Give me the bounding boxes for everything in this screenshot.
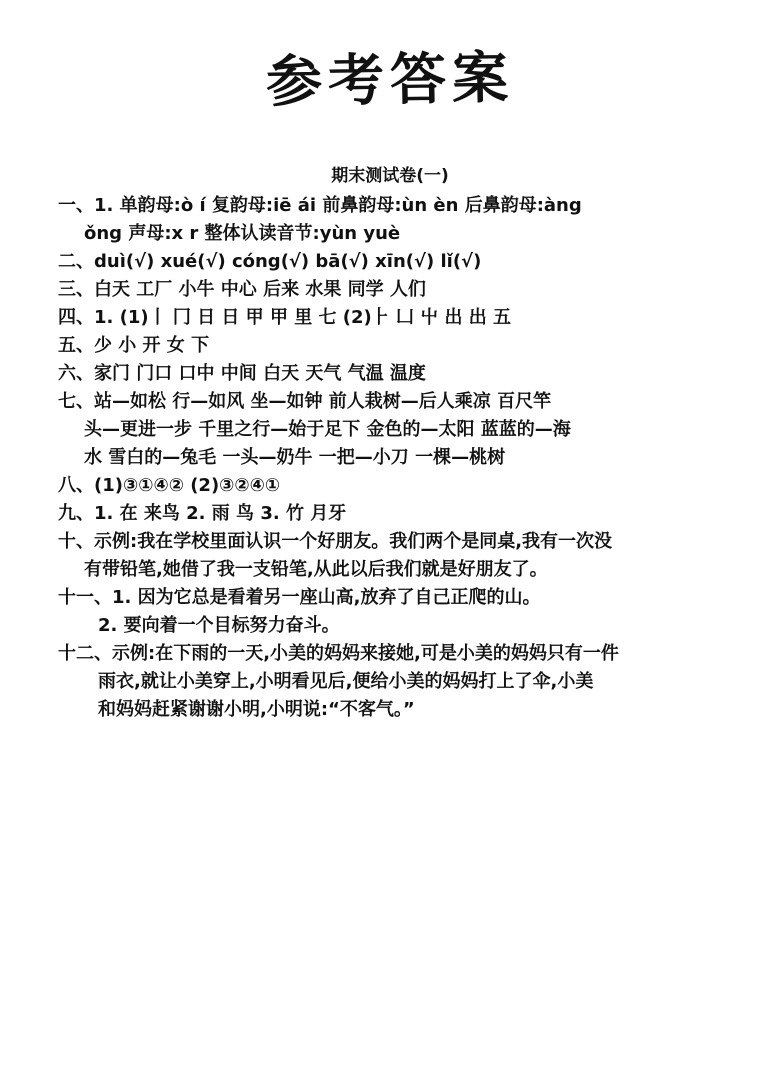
answer-line-4: 四、1. (1)丨 冂 日 日 甲 甲 里 七 (2)⺊ 凵 屮 出 出 五 (58, 307, 512, 328)
section-title: 期末测试卷(一) (331, 166, 449, 186)
answer-line-12: 十二、示例:在下雨的一天,小美的妈妈来接她,可是小美的妈妈只有一件 (58, 643, 619, 664)
answer-line-11-item-2: 2. 要向着一个目标努力奋斗。 (98, 615, 340, 636)
answer-line-10: 十、示例:我在学校里面认识一个好朋友。我们两个是同桌,我有一次没 (58, 531, 613, 552)
answer-line-11: 十一、1. 因为它总是看着另一座山高,放弃了自己正爬的山。 (58, 587, 541, 608)
answer-line-7-cont-2: 水 雪白的—兔毛 一头—奶牛 一把—小刀 一棵—桃树 (84, 447, 506, 468)
answer-line-1-cont: ǒng 声母:x r 整体认读音节:yùn yuè (84, 223, 401, 244)
answer-line-8: 八、(1)③①④② (2)③②④① (58, 475, 281, 496)
answer-list (58, 192, 698, 724)
answer-line-9: 九、1. 在 来鸟 2. 雨 鸟 3. 竹 月牙 (58, 503, 347, 524)
answer-line-1: 一、1. 单韵母:ò í 复韵母:iē ái 前鼻韵母:ùn èn 后鼻韵母:àng (58, 195, 582, 216)
answer-line-12-cont-2: 和妈妈赶紧谢谢小明,小明说:“不客气。” (98, 699, 415, 720)
answer-line-12-cont-1: 雨衣,就让小美穿上,小明看见后,便给小美的妈妈打上了伞,小美 (98, 671, 594, 692)
answer-line-2: 二、duì(√) xué(√) cóng(√) bā(√) xīn(√) lǐ(√) (58, 251, 482, 272)
answer-line-3: 三、白天 工厂 小牛 中心 后来 水果 同学 人们 (58, 279, 426, 300)
answer-line-10-cont: 有带铅笔,她借了我一支铅笔,从此以后我们就是好朋友了。 (84, 559, 548, 580)
answer-line-7-cont-1: 头—更进一步 千里之行—始于足下 金色的—太阳 蓝蓝的—海 (84, 419, 571, 440)
page-title: 参考答案 (265, 44, 515, 116)
answer-line-7: 七、站—如松 行—如风 坐—如钟 前人栽树—后人乘凉 百尺竿 (58, 391, 552, 412)
answer-line-6: 六、家门 门口 口中 中间 白天 天气 气温 温度 (58, 363, 426, 384)
answer-line-5: 五、少 小 开 女 下 (58, 335, 210, 356)
